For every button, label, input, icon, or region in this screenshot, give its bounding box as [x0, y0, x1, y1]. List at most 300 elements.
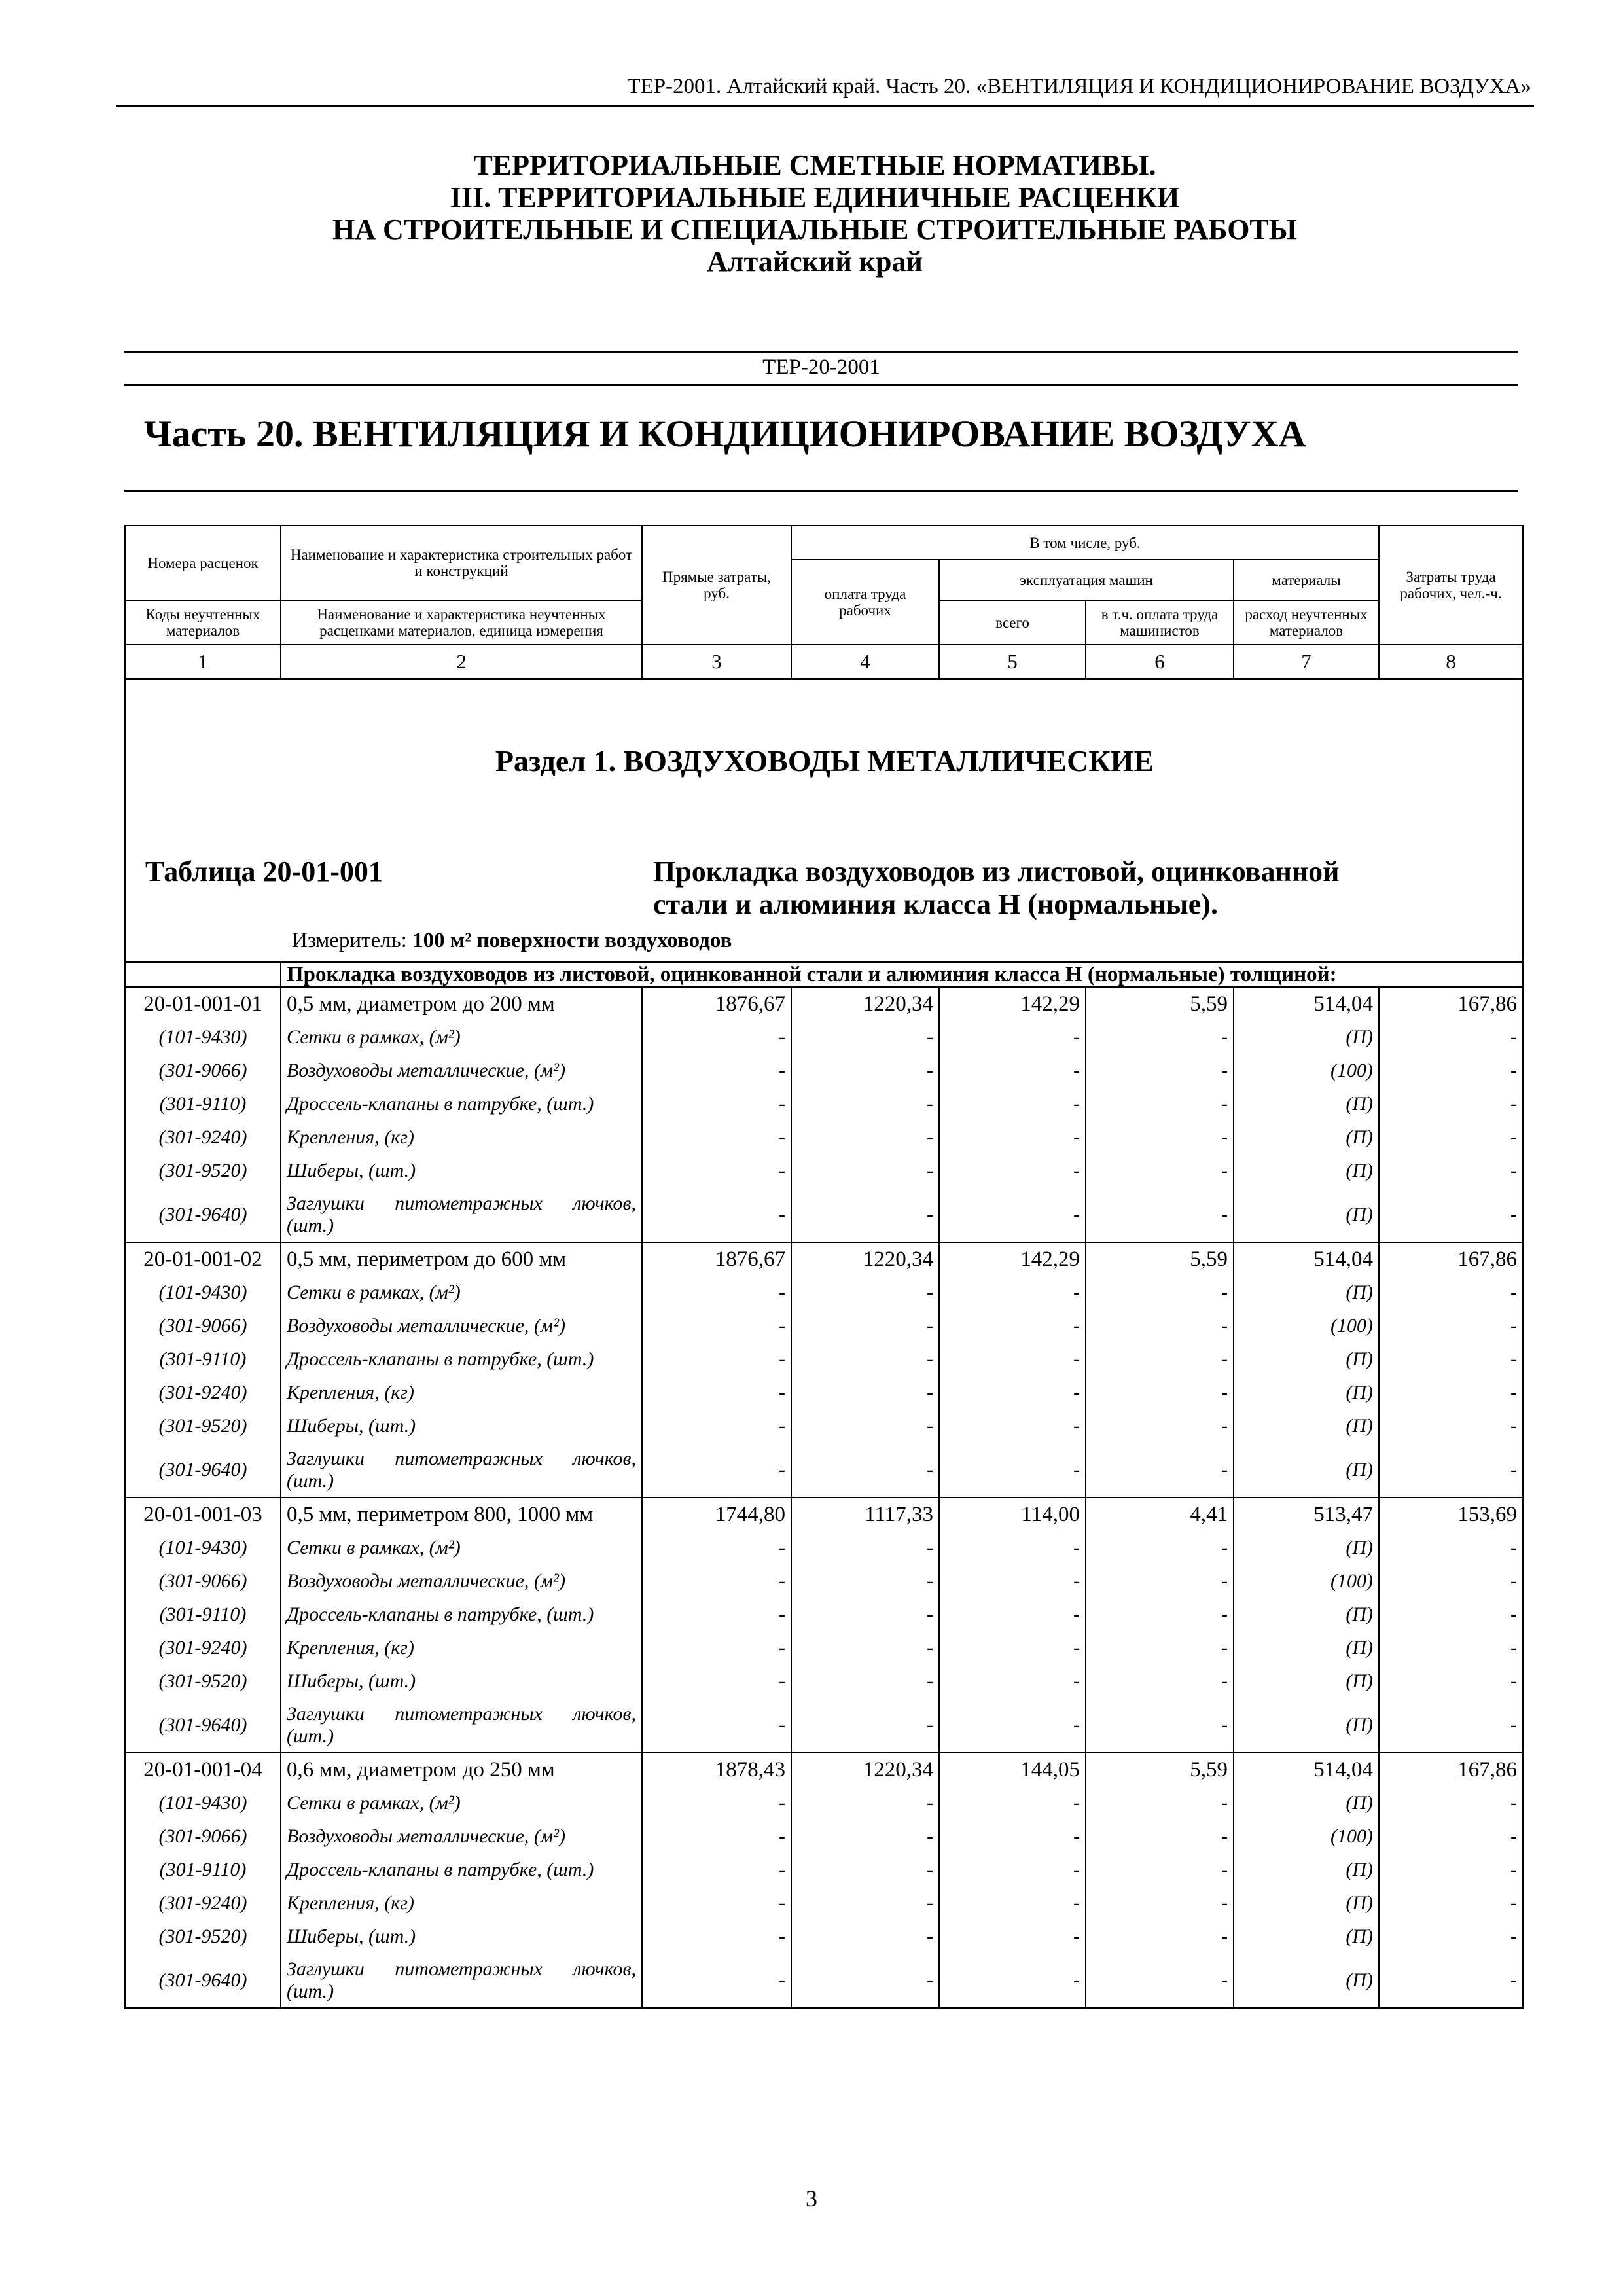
dash-cell: - [1086, 1786, 1234, 1820]
dash-cell: - [791, 1531, 939, 1564]
dash-cell: - [939, 1953, 1086, 2008]
dash-cell: - [642, 1920, 791, 1953]
rates-table [124, 525, 1524, 2009]
rate-row [125, 1753, 1523, 1786]
material-row [125, 1564, 1523, 1598]
material-qty: (100) [1234, 1054, 1379, 1087]
dash-cell: - [642, 1309, 791, 1342]
material-qty: (П) [1234, 1531, 1379, 1564]
dash-cell: - [939, 1786, 1086, 1820]
code-rule-top [124, 351, 1518, 353]
material-row [125, 1786, 1523, 1820]
material-row [125, 1309, 1523, 1342]
dash-cell: - [1379, 1920, 1523, 1953]
material-name: Крепления, (кг) [281, 1376, 642, 1409]
dash-cell: - [1379, 1886, 1523, 1920]
material-name: Сетки в рамках, (м²) [281, 1531, 642, 1564]
dash-cell: - [791, 1886, 939, 1920]
material-code: (301-9066) [125, 1309, 281, 1342]
material-qty: (П) [1234, 1631, 1379, 1664]
dash-cell: - [642, 1409, 791, 1443]
rate-name: 0,6 мм, диаметром до 250 мм [281, 1753, 642, 1786]
material-name: Шиберы, (шт.) [281, 1409, 642, 1443]
material-code: (301-9640) [125, 1443, 281, 1498]
material-name: Дроссель-клапаны в патрубке, (шт.) [281, 1342, 642, 1376]
material-qty: (П) [1234, 1664, 1379, 1698]
dash-cell: - [1086, 1309, 1234, 1342]
dash-cell: - [642, 1631, 791, 1664]
header-row [125, 526, 1523, 560]
material-row [125, 1920, 1523, 1953]
dash-cell: - [642, 1698, 791, 1753]
page-number: 3 [806, 2185, 817, 2212]
material-name: Крепления, (кг) [281, 1121, 642, 1154]
material-row [125, 1276, 1523, 1309]
dash-cell: - [939, 1276, 1086, 1309]
material-qty: (П) [1234, 1121, 1379, 1154]
dash-cell: - [791, 1020, 939, 1054]
material-name: Заглушки питометражных лючков, (шт.) [281, 1443, 642, 1498]
material-code: (301-9520) [125, 1920, 281, 1953]
rate-hours: 167,86 [1379, 987, 1523, 1020]
rate-labor: 1220,34 [791, 1753, 939, 1786]
title-line: НА СТРОИТЕЛЬНЫЕ И СПЕЦИАЛЬНЫЕ СТРОИТЕЛЬНЫЕ РАБОТЫ [332, 213, 1297, 245]
material-code: (301-9240) [125, 1376, 281, 1409]
dash-cell: - [1086, 1443, 1234, 1498]
material-code: (301-9640) [125, 1698, 281, 1753]
dash-cell: - [1379, 1820, 1523, 1853]
dash-cell: - [642, 1276, 791, 1309]
dash-cell: - [939, 1154, 1086, 1187]
header-machinist-pay: в т.ч. оплата труда машинистов [1086, 600, 1234, 645]
material-qty: (П) [1234, 1154, 1379, 1187]
material-row [125, 1087, 1523, 1121]
dash-cell: - [642, 1953, 791, 2008]
material-name: Заглушки питометражных лючков, (шт.) [281, 1953, 642, 2008]
dash-cell: - [1379, 1853, 1523, 1886]
dash-cell: - [1086, 1121, 1234, 1154]
dash-cell: - [1379, 1409, 1523, 1443]
material-name: Воздуховоды металлические, (м²) [281, 1054, 642, 1087]
rate-labor: 1220,34 [791, 1242, 939, 1276]
material-code: (101-9430) [125, 1531, 281, 1564]
header-material-codes: Коды неучтенных материалов [125, 600, 281, 645]
dash-cell: - [642, 1786, 791, 1820]
material-name: Воздуховоды металлические, (м²) [281, 1309, 642, 1342]
dash-cell: - [1086, 1886, 1234, 1920]
rate-name: 0,5 мм, диаметром до 200 мм [281, 987, 642, 1020]
material-name: Воздуховоды металлические, (м²) [281, 1564, 642, 1598]
dash-cell: - [939, 1087, 1086, 1121]
rate-direct: 1876,67 [642, 987, 791, 1020]
dash-cell: - [939, 1886, 1086, 1920]
material-row [125, 1154, 1523, 1187]
dash-cell: - [791, 1309, 939, 1342]
dash-cell: - [642, 1853, 791, 1886]
dash-cell: - [939, 1342, 1086, 1376]
dash-cell: - [642, 1121, 791, 1154]
document-code: ТЕР-20-2001 [762, 355, 880, 379]
dash-cell: - [1086, 1054, 1234, 1087]
dash-cell: - [1379, 1154, 1523, 1187]
dash-cell: - [939, 1121, 1086, 1154]
dash-cell: - [1086, 1853, 1234, 1886]
dash-cell: - [939, 1631, 1086, 1664]
dash-cell: - [642, 1154, 791, 1187]
rate-mach: 142,29 [939, 987, 1086, 1020]
material-name: Сетки в рамках, (м²) [281, 1276, 642, 1309]
dash-cell: - [642, 1598, 791, 1631]
dash-cell: - [642, 1087, 791, 1121]
header-direct-costs: Прямые затраты, руб. [642, 526, 791, 645]
material-qty: (П) [1234, 1853, 1379, 1886]
material-qty: (П) [1234, 1886, 1379, 1920]
rate-hours: 167,86 [1379, 1242, 1523, 1276]
material-qty: (П) [1234, 1953, 1379, 2008]
column-number: 8 [1379, 645, 1523, 679]
header-labor-hours: Затраты труда рабочих, чел.-ч. [1379, 526, 1523, 645]
title-line: Алтайский край [707, 245, 923, 278]
table-caption-line: Прокладка воздуховодов из листовой, оцинкованной [653, 855, 1340, 888]
rate-mach-labor: 5,59 [1086, 1753, 1234, 1786]
column-number-row [125, 645, 1523, 679]
rate-mat: 513,47 [1234, 1498, 1379, 1531]
header-machines: эксплуатация машин [939, 560, 1234, 600]
material-qty: (П) [1234, 1342, 1379, 1376]
material-row [125, 1953, 1523, 2008]
dash-cell: - [1086, 1376, 1234, 1409]
dash-cell: - [1379, 1698, 1523, 1753]
dash-cell: - [791, 1664, 939, 1698]
header-machines-total: всего [939, 600, 1086, 645]
material-name: Заглушки питометражных лючков, (шт.) [281, 1187, 642, 1242]
rate-row [125, 1242, 1523, 1276]
dash-cell: - [1379, 1376, 1523, 1409]
material-qty: (П) [1234, 1786, 1379, 1820]
material-row [125, 1054, 1523, 1087]
table-caption [653, 855, 1504, 921]
dash-cell: - [642, 1054, 791, 1087]
dash-cell: - [1086, 1409, 1234, 1443]
dash-cell: - [791, 1786, 939, 1820]
material-row [125, 1409, 1523, 1443]
rate-labor: 1220,34 [791, 987, 939, 1020]
dash-cell: - [642, 1342, 791, 1376]
material-qty: (100) [1234, 1564, 1379, 1598]
material-code: (101-9430) [125, 1020, 281, 1054]
dash-cell: - [642, 1531, 791, 1564]
material-row [125, 1342, 1523, 1376]
dash-cell: - [939, 1698, 1086, 1753]
header-labor-pay: оплата труда рабочих [791, 560, 939, 645]
material-row [125, 1631, 1523, 1664]
dash-cell: - [1379, 1598, 1523, 1631]
rate-mach-labor: 4,41 [1086, 1498, 1234, 1531]
dash-cell: - [1086, 1564, 1234, 1598]
material-name: Шиберы, (шт.) [281, 1154, 642, 1187]
rate-code: 20-01-001-04 [125, 1753, 281, 1786]
dash-cell: - [791, 1443, 939, 1498]
dash-cell: - [1086, 1920, 1234, 1953]
rate-mach: 142,29 [939, 1242, 1086, 1276]
dash-cell: - [1379, 1342, 1523, 1376]
part-title: Часть 20. ВЕНТИЛЯЦИЯ И КОНДИЦИОНИРОВАНИЕ ВОЗДУХА [144, 412, 1306, 455]
material-row [125, 1531, 1523, 1564]
dash-cell: - [791, 1054, 939, 1087]
dash-cell: - [642, 1886, 791, 1920]
material-code: (301-9520) [125, 1664, 281, 1698]
meter-value: 100 м² поверхности воздуховодов [412, 929, 732, 952]
column-number: 2 [281, 645, 642, 679]
dash-cell: - [939, 1598, 1086, 1631]
material-code: (301-9520) [125, 1154, 281, 1187]
rate-direct: 1744,80 [642, 1498, 791, 1531]
rate-code: 20-01-001-03 [125, 1498, 281, 1531]
title-line: ТЕРРИТОРИАЛЬНЫЕ СМЕТНЫЕ НОРМАТИВЫ. [473, 149, 1156, 181]
dash-cell: - [1086, 1020, 1234, 1054]
material-code: (301-9110) [125, 1853, 281, 1886]
running-header: ТЕР-2001. Алтайский край. Часть 20. «ВЕНТИЛЯЦИЯ И КОНДИЦИОНИРОВАНИЕ ВОЗДУХА» [627, 75, 1531, 98]
material-code: (101-9430) [125, 1786, 281, 1820]
dash-cell: - [1086, 1698, 1234, 1753]
material-qty: (П) [1234, 1409, 1379, 1443]
dash-cell: - [1086, 1664, 1234, 1698]
material-name: Дроссель-клапаны в патрубке, (шт.) [281, 1598, 642, 1631]
material-row [125, 1598, 1523, 1631]
meter-line [292, 927, 732, 954]
dash-cell: - [939, 1443, 1086, 1498]
dash-cell: - [939, 1187, 1086, 1242]
header-materials: материалы [1234, 560, 1379, 600]
material-code: (301-9110) [125, 1598, 281, 1631]
dash-cell: - [791, 1121, 939, 1154]
dash-cell: - [939, 1054, 1086, 1087]
dash-cell: - [642, 1664, 791, 1698]
part-rule [124, 490, 1518, 492]
header-including: В том числе, руб. [791, 526, 1379, 560]
material-code: (301-9240) [125, 1886, 281, 1920]
dash-cell: - [791, 1376, 939, 1409]
dash-cell: - [1379, 1443, 1523, 1498]
dash-cell: - [1379, 1087, 1523, 1121]
rate-labor: 1117,33 [791, 1498, 939, 1531]
dash-cell: - [1086, 1087, 1234, 1121]
material-qty: (П) [1234, 1020, 1379, 1054]
title-line: III. ТЕРРИТОРИАЛЬНЫЕ ЕДИНИЧНЫЕ РАСЦЕНКИ [450, 181, 1180, 213]
rate-mach: 114,00 [939, 1498, 1086, 1531]
material-code: (301-9110) [125, 1087, 281, 1121]
material-name: Крепления, (кг) [281, 1631, 642, 1664]
dash-cell: - [1086, 1631, 1234, 1664]
dash-cell: - [791, 1154, 939, 1187]
material-row [125, 1187, 1523, 1242]
dash-cell: - [1086, 1598, 1234, 1631]
material-qty: (П) [1234, 1187, 1379, 1242]
section-header-row [125, 679, 1523, 963]
dash-cell: - [791, 1187, 939, 1242]
dash-cell: - [1086, 1531, 1234, 1564]
header-rate-number: Номера расценок [125, 526, 281, 600]
meter-prefix: Измеритель: [292, 929, 407, 952]
material-qty: (100) [1234, 1820, 1379, 1853]
dash-cell: - [1086, 1187, 1234, 1242]
rate-direct: 1878,43 [642, 1753, 791, 1786]
material-name: Дроссель-клапаны в патрубке, (шт.) [281, 1853, 642, 1886]
rate-mat: 514,04 [1234, 987, 1379, 1020]
dash-cell: - [791, 1920, 939, 1953]
material-name: Шиберы, (шт.) [281, 1664, 642, 1698]
material-name: Сетки в рамках, (м²) [281, 1786, 642, 1820]
dash-cell: - [1086, 1820, 1234, 1853]
rate-mach-labor: 5,59 [1086, 987, 1234, 1020]
material-code: (301-9640) [125, 1187, 281, 1242]
rate-row [125, 987, 1523, 1020]
material-code: (301-9640) [125, 1953, 281, 2008]
material-qty: (П) [1234, 1087, 1379, 1121]
rate-mach-labor: 5,59 [1086, 1242, 1234, 1276]
material-qty: (П) [1234, 1276, 1379, 1309]
material-qty: (П) [1234, 1598, 1379, 1631]
column-number: 5 [939, 645, 1086, 679]
dash-cell: - [939, 1376, 1086, 1409]
material-row [125, 1443, 1523, 1498]
dash-cell: - [1379, 1020, 1523, 1054]
material-code: (301-9066) [125, 1564, 281, 1598]
dash-cell: - [1379, 1786, 1523, 1820]
material-row [125, 1820, 1523, 1853]
material-row [125, 1020, 1523, 1054]
dash-cell: - [791, 1087, 939, 1121]
material-code: (301-9066) [125, 1820, 281, 1853]
dash-cell: - [642, 1376, 791, 1409]
code-rule-bottom [124, 384, 1518, 386]
column-number: 3 [642, 645, 791, 679]
dash-cell: - [642, 1443, 791, 1498]
rate-row [125, 1498, 1523, 1531]
dash-cell: - [791, 1276, 939, 1309]
dash-cell: - [642, 1020, 791, 1054]
dash-cell: - [1379, 1054, 1523, 1087]
dash-cell: - [642, 1187, 791, 1242]
dash-cell: - [939, 1564, 1086, 1598]
material-name: Воздуховоды металлические, (м²) [281, 1820, 642, 1853]
dash-cell: - [791, 1820, 939, 1853]
material-qty: (П) [1234, 1376, 1379, 1409]
rate-mat: 514,04 [1234, 1753, 1379, 1786]
rate-mat: 514,04 [1234, 1242, 1379, 1276]
dash-cell: - [642, 1564, 791, 1598]
material-row [125, 1698, 1523, 1753]
dash-cell: - [1379, 1121, 1523, 1154]
dash-cell: - [1379, 1953, 1523, 2008]
dash-cell: - [939, 1920, 1086, 1953]
dash-cell: - [1379, 1664, 1523, 1698]
table-label: Таблица 20-01-001 [145, 855, 383, 888]
table-caption-line: стали и алюминия класса Н (нормальные). [653, 888, 1218, 920]
rate-hours: 167,86 [1379, 1753, 1523, 1786]
material-row [125, 1376, 1523, 1409]
section-title: Раздел 1. ВОЗДУХОВОДЫ МЕТАЛЛИЧЕСКИЕ [495, 744, 1154, 778]
header-work-name: Наименование и характеристика строительных работ и конструкций [281, 526, 642, 600]
material-name: Сетки в рамках, (м²) [281, 1020, 642, 1054]
material-code: (301-9520) [125, 1409, 281, 1443]
dash-cell: - [1379, 1309, 1523, 1342]
work-intro-row [125, 962, 1523, 987]
dash-cell: - [1379, 1276, 1523, 1309]
rate-code: 20-01-001-02 [125, 1242, 281, 1276]
column-number: 1 [125, 645, 281, 679]
dash-cell: - [791, 1953, 939, 2008]
dash-cell: - [939, 1531, 1086, 1564]
rate-code: 20-01-001-01 [125, 987, 281, 1020]
dash-cell: - [1379, 1631, 1523, 1664]
dash-cell: - [642, 1820, 791, 1853]
work-intro: Прокладка воздуховодов из листовой, оцинкованной стали и алюминия класса Н (нормальные) толщиной: [281, 962, 1523, 987]
material-qty: (П) [1234, 1920, 1379, 1953]
material-qty: (П) [1234, 1443, 1379, 1498]
header-rule [116, 105, 1534, 107]
dash-cell: - [939, 1409, 1086, 1443]
rate-name: 0,5 мм, периметром 800, 1000 мм [281, 1498, 642, 1531]
material-code: (101-9430) [125, 1276, 281, 1309]
material-name: Шиберы, (шт.) [281, 1920, 642, 1953]
dash-cell: - [1086, 1953, 1234, 2008]
material-qty: (П) [1234, 1698, 1379, 1753]
material-code: (301-9240) [125, 1631, 281, 1664]
section-header-cell [125, 679, 1523, 963]
rate-direct: 1876,67 [642, 1242, 791, 1276]
material-row [125, 1886, 1523, 1920]
dash-cell: - [791, 1698, 939, 1753]
dash-cell: - [1086, 1276, 1234, 1309]
dash-cell: - [791, 1409, 939, 1443]
rate-name: 0,5 мм, периметром до 600 мм [281, 1242, 642, 1276]
material-name: Дроссель-клапаны в патрубке, (шт.) [281, 1087, 642, 1121]
dash-cell: - [939, 1820, 1086, 1853]
dash-cell: - [939, 1853, 1086, 1886]
rates-table-container [124, 525, 1522, 2009]
dash-cell: - [1086, 1342, 1234, 1376]
document-title [124, 149, 1505, 278]
column-number: 4 [791, 645, 939, 679]
rate-mach: 144,05 [939, 1753, 1086, 1786]
dash-cell: - [791, 1853, 939, 1886]
material-name: Заглушки питометражных лючков, (шт.) [281, 1698, 642, 1753]
dash-cell: - [1379, 1187, 1523, 1242]
dash-cell: - [791, 1342, 939, 1376]
dash-cell: - [939, 1309, 1086, 1342]
header-material-names: Наименование и характеристика неучтенных расценками материалов, единица измерения [281, 600, 642, 645]
dash-cell: - [1379, 1564, 1523, 1598]
header-material-usage: расход неучтенных материалов [1234, 600, 1379, 645]
dash-cell: - [1086, 1154, 1234, 1187]
material-row [125, 1853, 1523, 1886]
material-code: (301-9110) [125, 1342, 281, 1376]
dash-cell: - [791, 1564, 939, 1598]
empty-cell [125, 962, 281, 987]
material-qty: (100) [1234, 1309, 1379, 1342]
dash-cell: - [791, 1598, 939, 1631]
material-row [125, 1664, 1523, 1698]
rate-hours: 153,69 [1379, 1498, 1523, 1531]
material-row [125, 1121, 1523, 1154]
material-name: Крепления, (кг) [281, 1886, 642, 1920]
dash-cell: - [939, 1664, 1086, 1698]
dash-cell: - [939, 1020, 1086, 1054]
material-code: (301-9240) [125, 1121, 281, 1154]
dash-cell: - [1379, 1531, 1523, 1564]
column-number: 6 [1086, 645, 1234, 679]
